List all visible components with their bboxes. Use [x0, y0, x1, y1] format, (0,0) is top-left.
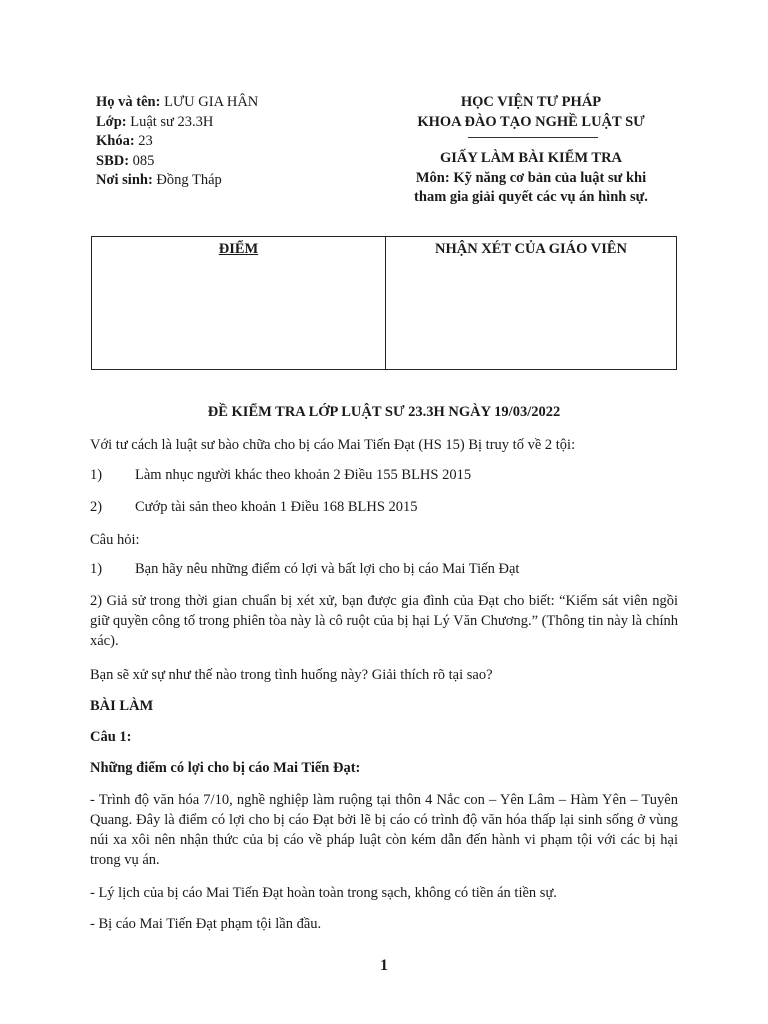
answer-heading: BÀI LÀM — [90, 698, 154, 714]
charge-1-text: Làm nhục người khác theo khoản 2 Điều 155 BLHS 2015 — [135, 467, 472, 483]
question-1-text: Bạn hãy nêu những điểm có lợi và bất lợi cho bị cáo Mai Tiến Đạt — [135, 561, 520, 577]
charge-1-number: 1) — [90, 467, 103, 483]
student-name: Họ và tên: LƯU GIA HÂN — [96, 94, 259, 110]
paper-title: GIẤY LÀM BÀI KIỂM TRA — [439, 150, 623, 166]
advantage-point-1: - Trình độ văn hóa 7/10, nghề nghiệp làm ruộng tại thôn 4 Nắc con – Yên Lâm – Hàm Yên – Tuyên Quang. Đây là điểm có lợi cho bị cáo Đạt bởi lẽ bị cáo có trình độ văn hóa thấp lại sinh sống ở vùng núi xa xôi nên nhận thức của bị cáo về pháp luật còn kém dẫn đến hành vi phạm tội với các bị hại trong vụ án. — [90, 792, 678, 868]
comment-header: NHẬN XÉT CỦA GIÁO VIÊN — [434, 241, 628, 257]
question-1-number: 1) — [90, 561, 103, 577]
header-divider — [468, 137, 598, 138]
page-number: 1 — [380, 957, 388, 974]
student-course: Khóa: 23 — [96, 133, 153, 149]
question-2-text: 2) Giả sử trong thời gian chuẩn bị xét xử, bạn được gia đình của Đạt cho biết: “Kiểm sát viên ngồi giữ quyền công tố trong phiên tòa này là cô ruột của bị hại Lý Văn Chương.” (Thông tin này là chính xác). — [90, 593, 678, 649]
student-info — [96, 93, 258, 191]
student-birthplace: Nơi sinh: Đồng Tháp — [96, 172, 222, 188]
charge-2-number: 2) — [90, 499, 103, 515]
institution-name: HỌC VIỆN TƯ PHÁP — [460, 94, 602, 110]
question-1-answer-label: Câu 1: — [90, 729, 132, 745]
subject-line-2: tham gia giải quyết các vụ án hình sự. — [414, 189, 648, 205]
advantage-point-3: - Bị cáo Mai Tiến Đạt phạm tội lần đầu. — [90, 916, 322, 932]
exam-intro: Với tư cách là luật sư bào chữa cho bị cáo Mai Tiến Đạt (HS 15) Bị truy tố về 2 tội: — [90, 437, 576, 453]
questions-label: Câu hỏi: — [90, 532, 140, 548]
advantage-point-2: - Lý lịch của bị cáo Mai Tiến Đạt hoàn toàn trong sạch, không có tiền án tiền sự. — [90, 885, 557, 901]
subject-line-1: Môn: Kỹ năng cơ bản của luật sư khi — [415, 170, 647, 186]
faculty-name: KHOA ĐÀO TẠO NGHỀ LUẬT SƯ — [417, 114, 645, 130]
student-sbd: SBD: 085 — [96, 152, 155, 169]
grade-table — [91, 236, 677, 370]
advantages-heading: Những điểm có lợi cho bị cáo Mai Tiến Đạt: — [90, 760, 361, 776]
exam-title: ĐỀ KIỂM TRA LỚP LUẬT SƯ 23.3H NGÀY 19/03/2022 — [207, 404, 561, 420]
student-class: Lớp: Luật sư 23.3H — [96, 113, 214, 130]
question-2-followup: Bạn sẽ xử sự như thế nào trong tình huống này? Giải thích rõ tại sao? — [90, 667, 493, 683]
score-header: ĐIỂM — [218, 241, 259, 257]
charge-2-text: Cướp tài sản theo khoản 1 Điều 168 BLHS 2015 — [135, 499, 418, 515]
